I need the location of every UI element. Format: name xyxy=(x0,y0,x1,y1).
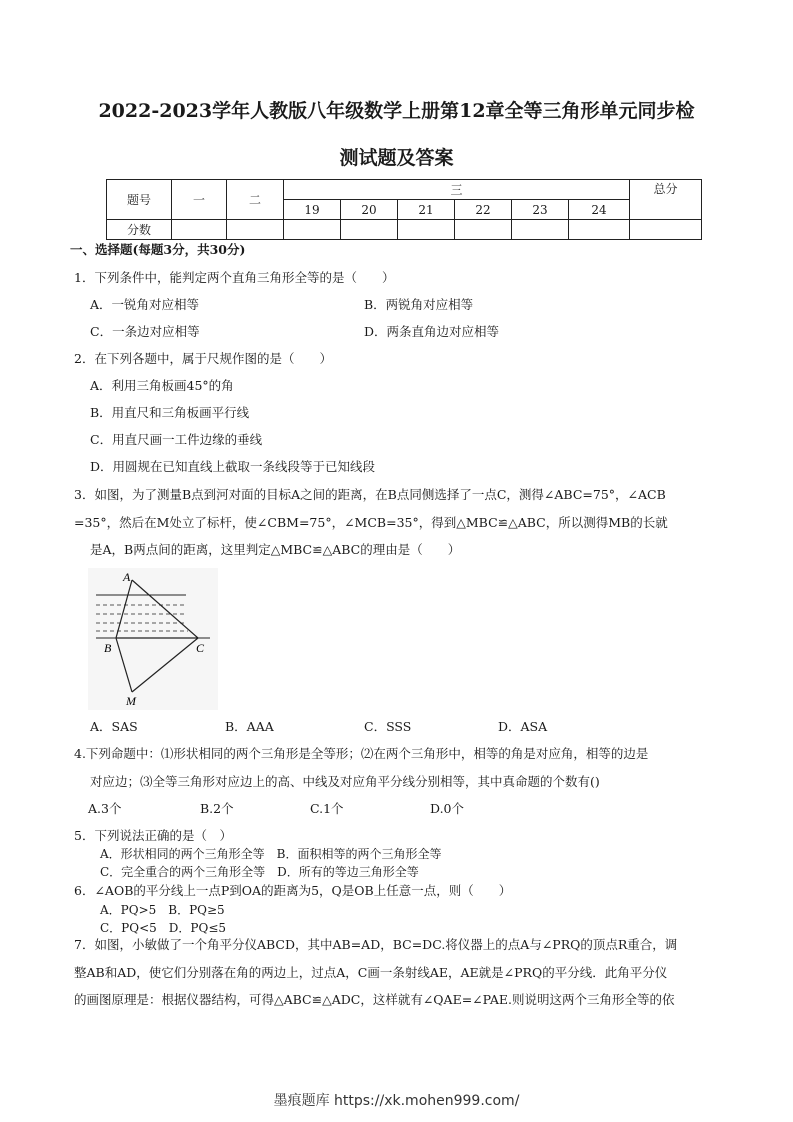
score-cell[interactable] xyxy=(398,220,455,240)
q1-option-c: C．一条边对应相等 xyxy=(90,324,200,339)
label-m: M xyxy=(126,694,136,708)
header-fenshu: 分数 xyxy=(107,220,172,240)
score-table xyxy=(106,179,702,240)
q3-option-b: B．AAA xyxy=(225,719,274,734)
q6-options-cd: C．PQ<5 D．PQ≤5 xyxy=(100,921,227,935)
q3-option-a: A．SAS xyxy=(90,719,138,734)
q4-option-b: B.2个 xyxy=(200,801,234,816)
q1-option-b: B．两锐角对应相等 xyxy=(364,297,474,312)
score-cell[interactable] xyxy=(630,220,702,240)
q5-options-cd: C．完全重合的两个三角形全等 D．所有的等边三角形全等 xyxy=(100,865,419,879)
q2-option-d: D．用圆规在已知直线上截取一条线段等于已知线段 xyxy=(90,459,376,474)
header-num-22: 22 xyxy=(455,200,512,220)
q3-option-c: C．SSS xyxy=(364,719,412,734)
q7-line3: 的画图原理是：根据仪器结构，可得△ABC≌△ADC，这样就有∠QAE=∠PAE.则说明这两个三角形全等的依 xyxy=(74,992,675,1007)
score-cell[interactable] xyxy=(455,220,512,240)
label-c: C xyxy=(196,641,205,655)
q2-option-a: A．利用三角板画45°的角 xyxy=(90,378,234,393)
q3-option-d: D．ASA xyxy=(498,719,548,734)
q1-option-d: D．两条直角边对应相等 xyxy=(364,324,500,339)
q3-figure xyxy=(88,568,218,710)
score-cell[interactable] xyxy=(512,220,569,240)
score-cell[interactable] xyxy=(341,220,398,240)
section-heading: 一、选择题(每题3分，共30分) xyxy=(70,242,246,257)
score-cell[interactable] xyxy=(284,220,341,240)
header-num-23: 23 xyxy=(512,200,569,220)
page-title-line2: 测试题及答案 xyxy=(339,147,454,169)
q6-options-ab: A．PQ>5 B．PQ≥5 xyxy=(100,903,225,917)
footer-watermark[interactable]: 墨痕题库 https://xk.mohen999.com/ xyxy=(273,1093,520,1109)
q4-option-a: A.3个 xyxy=(88,801,122,816)
q4-line1: 4.下列命题中：⑴形状相同的两个三角形是全等形；⑵在两个三角形中，相等的角是对应角，相等的边是 xyxy=(74,746,649,761)
q2-stem: 2．在下列各题中，属于尺规作图的是（ ） xyxy=(74,351,332,366)
score-cell[interactable] xyxy=(569,220,630,240)
q3-line1: 3．如图，为了测量B点到河对面的目标A之间的距离，在B点同侧选择了一点C，测得∠ABC=75°，∠ACB xyxy=(74,487,666,502)
header-san: 三 xyxy=(284,180,630,200)
q6-stem: 6．∠AOB的平分线上一点P到OA的距离为5，Q是OB上任意一点，则（ ） xyxy=(74,883,512,898)
q1-stem: 1．下列条件中，能判定两个直角三角形全等的是（ ） xyxy=(74,270,395,285)
score-cell[interactable] xyxy=(172,220,227,240)
q1-option-a: A．一锐角对应相等 xyxy=(90,297,200,312)
label-b: B xyxy=(104,641,112,655)
q3-line2: =35°，然后在M处立了标杆，使∠CBM=75°，∠MCB=35°，得到△MBC≌△ABC，所以测得MB的长就 xyxy=(74,515,668,530)
score-cell[interactable] xyxy=(227,220,284,240)
label-a: A xyxy=(123,570,131,584)
header-num-21: 21 xyxy=(398,200,455,220)
q2-option-c: C．用直尺画一工件边缘的垂线 xyxy=(90,432,263,447)
header-er: 二 xyxy=(227,180,284,220)
header-num-19: 19 xyxy=(284,200,341,220)
page-title-line1: 2022-2023学年人教版八年级数学上册第12章全等三角形单元同步检 xyxy=(98,100,695,122)
q7-line1: 7．如图，小敏做了一个角平分仪ABCD，其中AB=AD，BC=DC.将仪器上的点A与∠PRQ的顶点R重合，调 xyxy=(74,937,678,952)
q4-option-c: C.1个 xyxy=(310,801,344,816)
q5-options-ab: A．形状相同的两个三角形全等 B．面积相等的两个三角形全等 xyxy=(100,847,442,861)
q7-line2: 整AB和AD，使它们分别落在角的两边上，过点A，C画一条射线AE，AE就是∠PRQ的平分线．此角平分仪 xyxy=(74,965,668,980)
header-zongfen: 总分 xyxy=(630,180,702,220)
q4-option-d: D.0个 xyxy=(430,801,465,816)
header-num-24: 24 xyxy=(569,200,630,220)
q5-stem: 5．下列说法正确的是（ ） xyxy=(74,828,232,843)
q3-line3: 是A，B两点间的距离，这里判定△MBC≌△ABC的理由是（ ） xyxy=(90,542,461,557)
q4-line2: 对应边；⑶全等三角形对应边上的高、中线及对应角平分线分别相等，其中真命题的个数有() xyxy=(90,774,600,789)
header-num-20: 20 xyxy=(341,200,398,220)
header-yi: 一 xyxy=(172,180,227,220)
header-tihao: 题号 xyxy=(107,180,172,220)
q2-option-b: B．用直尺和三角板画平行线 xyxy=(90,405,250,420)
